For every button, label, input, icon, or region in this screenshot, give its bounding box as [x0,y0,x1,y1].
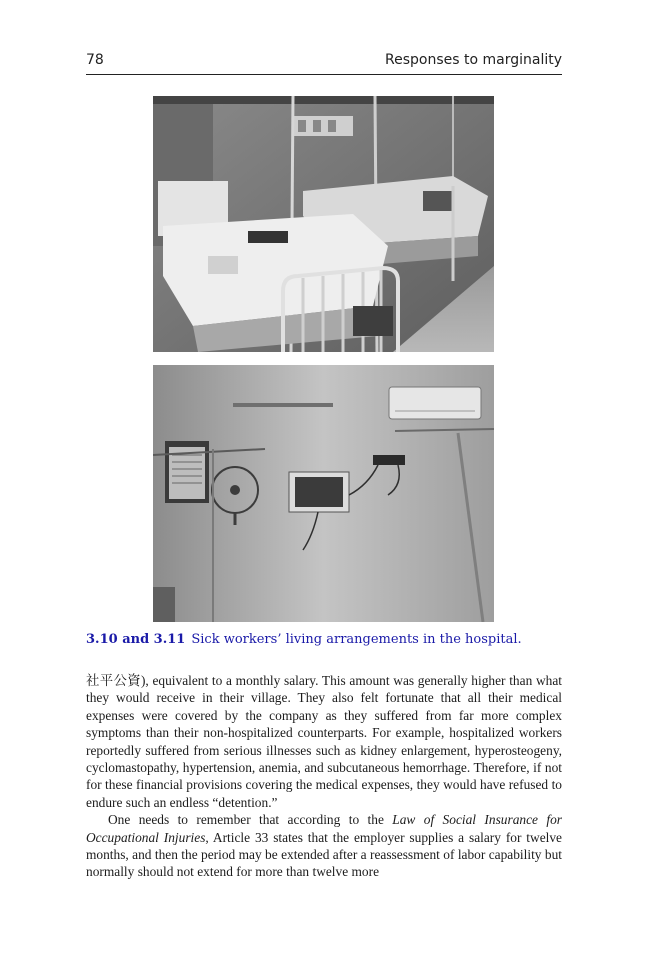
hospital-beds-illustration [153,96,494,352]
paragraph-2 [86,811,562,881]
law-title: Law of Social Insurance for Occupational Injuries [86,812,562,845]
paragraph-2-start: One needs to remember that according to the [108,812,393,828]
figure-caption [86,632,562,647]
hospital-room-wall-photo [153,365,494,622]
hospital-wall-illustration [153,365,494,622]
caption-text: Sick workers’ living arrangements in the hospital. [191,632,522,647]
caption-number: 3.10 and 3.11 [86,632,186,647]
page-header [86,52,562,75]
page-number: 78 [86,52,104,68]
running-head: Responses to marginality [385,52,562,68]
body-text [86,672,562,881]
paragraph-2-end: , Article 33 states that the employer supplies a salary for twelve months, and then the period may be extended after a reassessment of labor capability but normally should not extend for more than twelve more [86,829,562,880]
paragraph-1: 社平公資), equivalent to a monthly salary. This amount was generally higher than what they would receive in their village. They also felt fortunate that all their medical expenses were covered by the company as they suffered from far more complex symptoms than their non-hospitalized counterparts. For example, hospitalized workers reportedly suffered from serious illnesses such as kidney enlargement, hyperosteogeny, cyclomastopathy, hypertension, anemia, and subcutaneous hemorrhage. Therefore, if not for these financial provisions covering the medical expenses, they would have refused to endure such an endless “detention.” [86,673,562,810]
hospital-beds-photo [153,96,494,352]
